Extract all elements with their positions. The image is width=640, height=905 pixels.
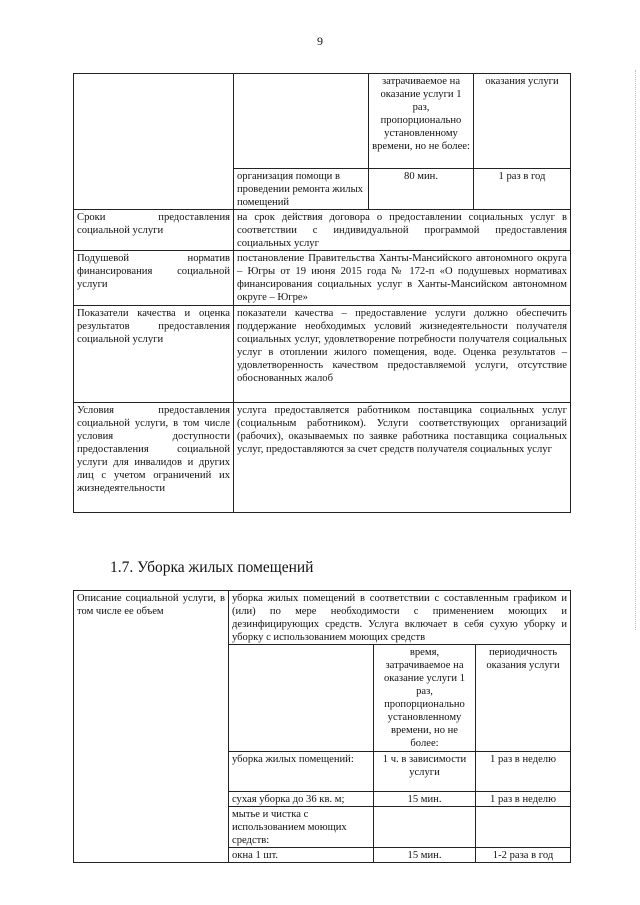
row-label: Показатели качества и оценка результатов предоставления социальной услуги — [74, 306, 234, 403]
item-name-cell: мытье и чистка с использованием моющих средств: — [229, 807, 374, 848]
table-row — [74, 74, 571, 169]
table-row — [74, 306, 571, 403]
row-label: Подушевой норматив финансирования социальной услуги — [74, 251, 234, 306]
time-cell: 15 мин. — [374, 792, 476, 807]
row-label: Сроки предоставления социальной услуги — [74, 210, 234, 251]
table-cell — [74, 74, 234, 210]
item-name-cell: окна 1 шт. — [229, 848, 374, 863]
row-value: на срок действия договора о предоставлении социальных услуг в соответствии с индивидуальной программой предоставления социальных услуг — [234, 210, 571, 251]
table-cell — [229, 645, 374, 752]
header-time: время, затрачиваемое на оказание услуги 1 раз, пропорционально установленному времени, но не более: — [374, 645, 476, 752]
item-name-cell: организация помощи в проведении ремонта жилых помещений — [234, 169, 369, 210]
time-cell: затрачиваемое на оказание услуги 1 раз, пропорционально установленному времени, но не более: — [369, 74, 474, 169]
table-row — [74, 403, 571, 513]
page-number: 9 — [317, 34, 323, 48]
frequency-cell: 1 раз в неделю — [476, 752, 571, 792]
section-title: 1.7. Уборка жилых помещений — [110, 559, 314, 576]
time-cell — [374, 807, 476, 848]
time-cell: 80 мин. — [369, 169, 474, 210]
page-edge-artifact — [629, 70, 636, 630]
frequency-cell: 1 раз в год — [474, 169, 571, 210]
header-frequency: периодичность оказания услуги — [476, 645, 571, 752]
time-cell: 1 ч. в зависимости услуги — [374, 752, 476, 792]
table-cell — [234, 74, 369, 169]
item-name-cell: уборка жилых помещений: — [229, 752, 374, 792]
row-value: показатели качества – предоставление услуги должно обеспечить поддержание необходимых условий жизнедеятельности получателя социальных услуг, удовлетворение потребности получателя социальных услуг в отоплении жилого помещения, воде. Оценка результатов – удовлетворенность качеством предоставляемой услуги, отсутствие обоснованных жалоб — [234, 306, 571, 403]
frequency-cell — [476, 807, 571, 848]
time-cell: 15 мин. — [374, 848, 476, 863]
table-cleaning-service — [73, 590, 571, 863]
row-label: Условия предоставления социальной услуги, в том числе условия доступности предоставления социальной услуги для инвалидов и других лиц с учетом ограничений их жизнедеятельности — [74, 403, 234, 513]
service-description: уборка жилых помещений в соответствии с составленным графиком и (или) по мере необходимости с применением моющих и дезинфицирующих средств. Услуга включает в себя сухую уборку и уборку с использованием моющих средств — [229, 591, 571, 645]
table-row — [74, 210, 571, 251]
table-row — [74, 591, 571, 645]
frequency-cell: 1-2 раза в год — [476, 848, 571, 863]
row-label: Описание социальной услуги, в том числе ее объем — [74, 591, 229, 863]
frequency-cell: 1 раз в неделю — [476, 792, 571, 807]
table-service-conditions — [73, 73, 571, 513]
table-row — [74, 251, 571, 306]
row-value: услуга предоставляется работником поставщика социальных услуг (социальным работником). Услуги соответствующих организаций (рабочих), оказываемых по заявке работника поставщика социальных услуг, предоставляются за счет средств получателя социальных услуг — [234, 403, 571, 513]
frequency-cell: оказания услуги — [474, 74, 571, 169]
item-name-cell: сухая уборка до 36 кв. м; — [229, 792, 374, 807]
row-value: постановление Правительства Ханты-Мансийского автономного округа – Югры от 19 июня 2015 года № 172-п «О подушевых нормативах финансирования социальных услуг в Ханты-Мансийском автономном округе – Югре» — [234, 251, 571, 306]
